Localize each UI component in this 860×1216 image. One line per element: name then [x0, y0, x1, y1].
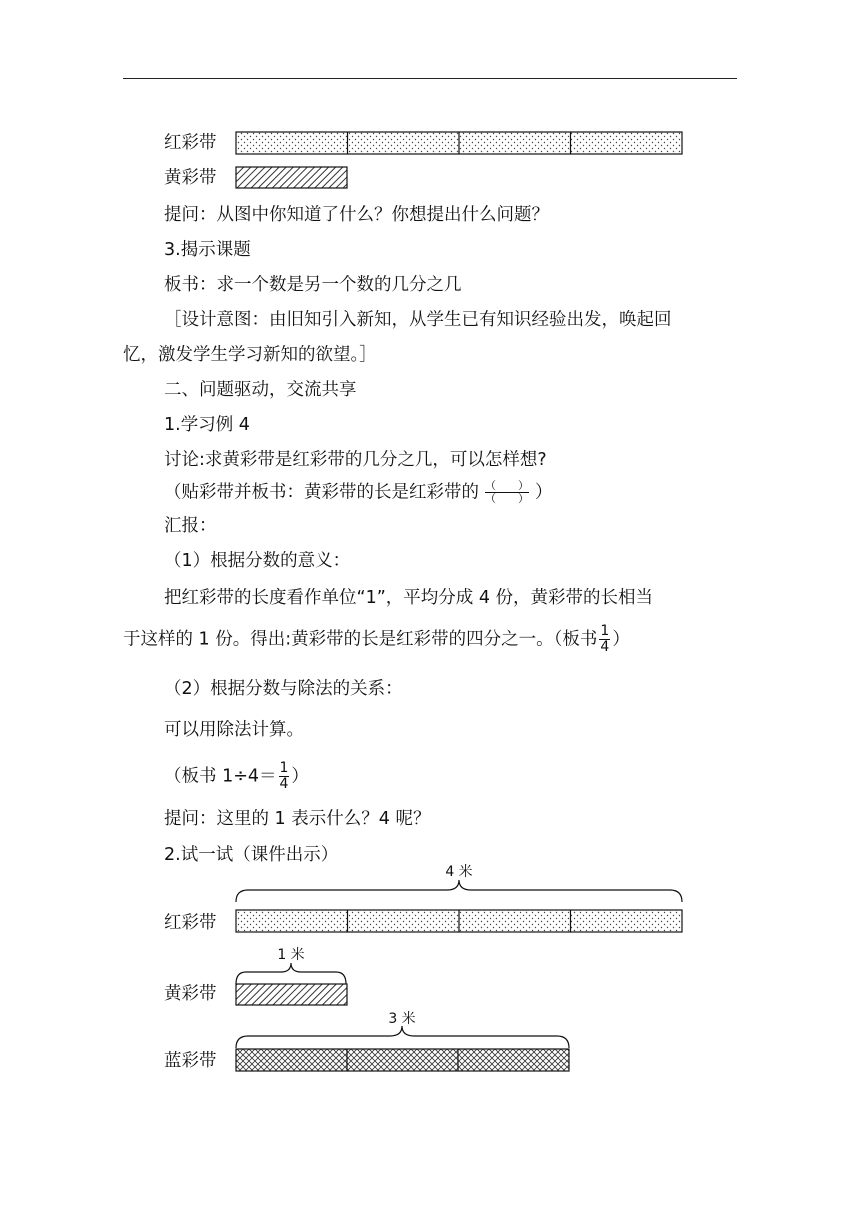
blank-numerator: （ ）: [485, 479, 529, 492]
red-length-label: 4 米: [445, 864, 473, 880]
blue-ribbon-bar-2: [236, 1049, 569, 1071]
blue-length-brace: [236, 1026, 569, 1048]
question-line-1: 提问：从图中你知道了什么？你想提出什么问题？: [164, 205, 549, 225]
fraction-numerator: 1: [600, 623, 610, 639]
red-ribbon-label: 红彩带: [164, 133, 217, 153]
method-2-paragraph: 可以用除法计算。: [164, 720, 304, 740]
fraction-one-quarter: [599, 624, 610, 655]
yellow-length-brace: [236, 963, 346, 984]
section-heading-2: 二、问题驱动，交流共享: [164, 380, 357, 400]
method-1-paragraph-line-2: [123, 624, 630, 655]
yellow-length-label: 1 米: [277, 947, 305, 963]
discussion-line: 讨论:求黄彩带是红彩带的几分之几，可以怎样想?: [164, 450, 547, 470]
yellow-ribbon-label: 黄彩带: [164, 168, 217, 188]
method-1-close: ）: [612, 629, 630, 650]
method-1-conclusion: 于这样的 1 份。得出:黄彩带的长是红彩带的四分之一。（板书: [123, 629, 598, 650]
yellow-ribbon-label-2: 黄彩带: [164, 984, 217, 1004]
red-ribbon-bar-2: [236, 910, 682, 932]
method-1-heading: （1）根据分数的意义：: [164, 551, 351, 571]
division-board-line: [164, 761, 309, 792]
heading-reveal-topic: 3.揭示课题: [164, 240, 251, 260]
yellow-ribbon-bar-2: [236, 984, 347, 1005]
paste-board-text: （贴彩带并板书：黄彩带的长是红彩带的: [164, 482, 479, 503]
paste-board-line: [164, 480, 553, 505]
blank-fraction: [485, 480, 529, 505]
blank-denominator: （ ）: [485, 492, 529, 505]
try-it-heading: 2.试一试（课件出示）: [164, 845, 339, 865]
division-expression: （板书 1÷4＝: [164, 766, 277, 787]
paste-board-close: ）: [535, 482, 553, 503]
fraction-denominator: 4: [279, 776, 289, 792]
red-length-brace: [236, 880, 682, 902]
blue-length-label: 3 米: [388, 1011, 416, 1027]
method-2-heading: （2）根据分数与除法的关系：: [164, 679, 403, 699]
red-ribbon-label-2: 红彩带: [164, 913, 217, 933]
ribbon-figure-1: [0, 0, 860, 200]
design-intent-line-1: ［设计意图：由旧知引入新知，从学生已有知识经验出发，唤起回: [164, 310, 672, 330]
red-ribbon-bar: [236, 132, 682, 154]
fraction-one-quarter-2: [279, 761, 290, 792]
method-1-paragraph-line-1: 把红彩带的长度看作单位“1”，平均分成 4 份，黄彩带的长相当: [164, 588, 654, 608]
blue-ribbon-label-2: 蓝彩带: [164, 1051, 217, 1071]
board-writing-1: 板书：求一个数是另一个数的几分之几: [164, 275, 462, 295]
question-line-2: 提问：这里的 1 表示什么？4 呢？: [164, 809, 431, 829]
fraction-numerator: 1: [279, 760, 289, 776]
report-heading: 汇报：: [164, 516, 217, 536]
yellow-ribbon-bar: [236, 167, 347, 188]
example-4-heading: 1.学习例 4: [164, 415, 250, 435]
design-intent-line-2: 忆，激发学生学习新知的欲望。］: [123, 345, 377, 365]
fraction-denominator: 4: [600, 639, 610, 655]
division-close: ）: [291, 766, 309, 787]
ribbon-figure-2: [0, 860, 860, 1090]
